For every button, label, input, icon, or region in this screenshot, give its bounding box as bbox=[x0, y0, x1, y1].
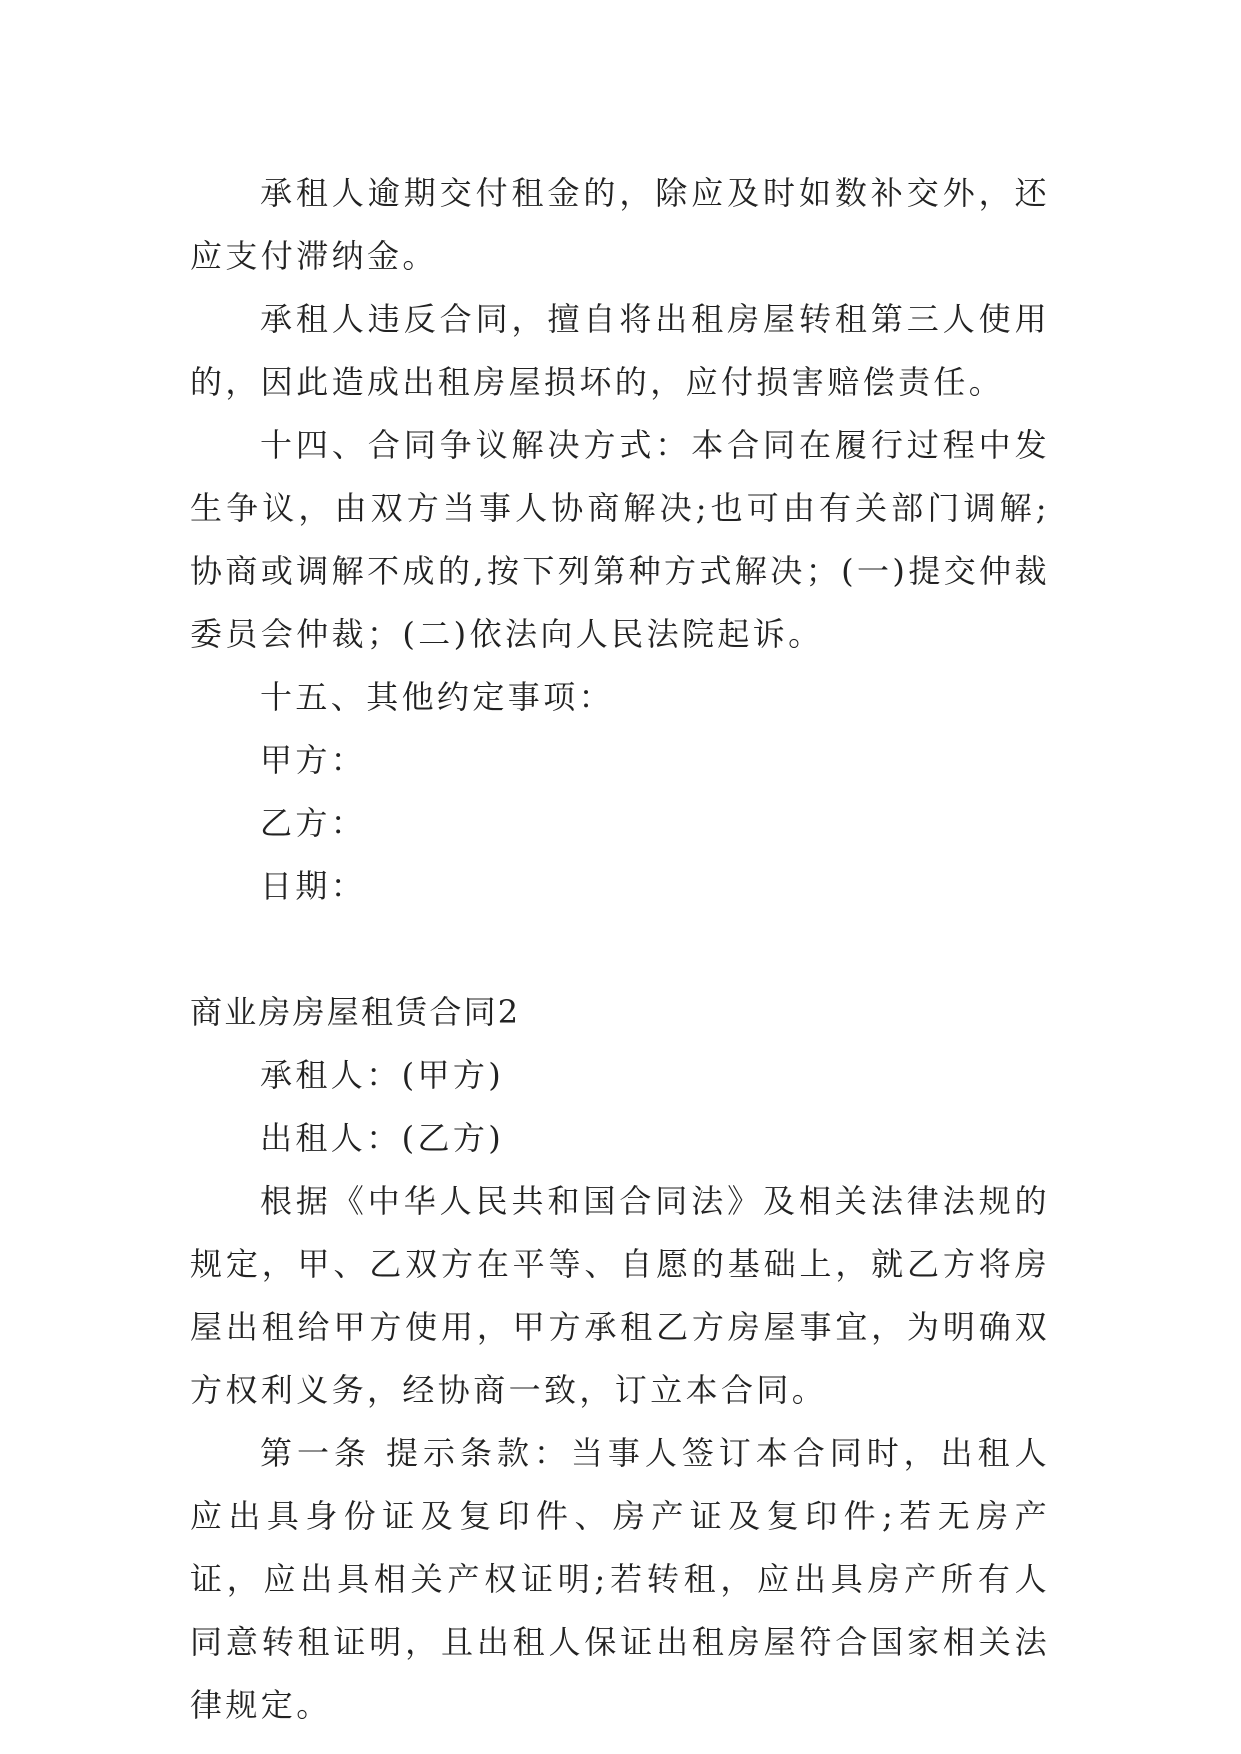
signature-date: 日期： bbox=[260, 867, 367, 905]
paragraph-article-one: 第一条 提示条款：当事人签订本合同时，出租人应出具身份证及复印件、房产证及复印件;若无房产证，应出具相关产权证明;若转租，应出具房产所有人同意转租证明，且出租人保证出租房屋符合国家相关法律规定。 bbox=[190, 1434, 1050, 1724]
paragraph-late-rent: 承租人逾期交付租金的，除应及时如数补交外，还应支付滞纳金。 bbox=[190, 174, 1050, 275]
section-gap bbox=[190, 918, 1050, 981]
section-title: 商业房房屋租赁合同2 bbox=[190, 993, 521, 1031]
signature-party-b: 乙方： bbox=[260, 804, 367, 842]
paragraph-sublet-breach: 承租人违反合同，擅自将出租房屋转租第三人使用的，因此造成出租房屋损坏的，应付损害赔偿责任。 bbox=[190, 300, 1050, 401]
document-body bbox=[190, 162, 1050, 1737]
paragraph-legal-basis: 根据《中华人民共和国合同法》及相关法律法规的规定，甲、乙双方在平等、自愿的基础上，就乙方将房屋出租给甲方使用，甲方承租乙方房屋事宜，为明确双方权利义务，经协商一致，订立本合同。 bbox=[190, 1182, 1050, 1409]
paragraph-other-matters: 十五、其他约定事项： bbox=[260, 678, 615, 716]
paragraph-lessee: 承租人：(甲方) bbox=[260, 1056, 505, 1094]
paragraph-lessor: 出租人：(乙方) bbox=[260, 1119, 505, 1157]
paragraph-dispute-resolution: 十四、合同争议解决方式：本合同在履行过程中发生争议，由双方当事人协商解决;也可由有关部门调解;协商或调解不成的,按下列第种方式解决；(一)提交仲裁委员会仲裁；(二)依法向人民法院起诉。 bbox=[190, 426, 1050, 653]
signature-party-a: 甲方： bbox=[260, 741, 367, 779]
